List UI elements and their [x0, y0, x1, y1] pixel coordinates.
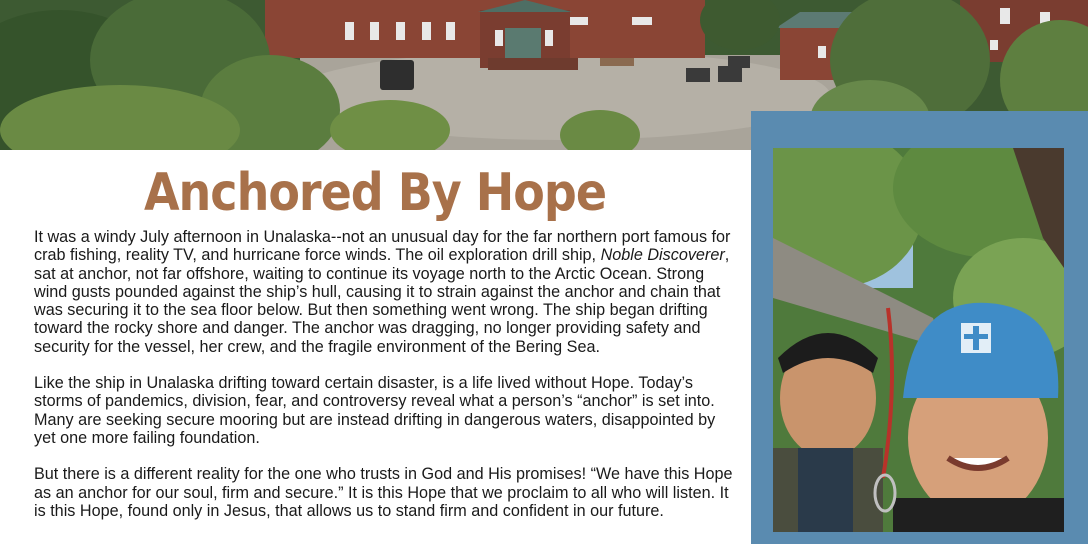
article-body: [34, 228, 734, 538]
paragraph-1: It was a windy July afternoon in Unalaska--not an unusual day for the far northern port famous for crab fishing, reality TV, and hurricane force winds. The oil exploration drill ship, Noble Discoverer, sat at anchor, not far offshore, waiting to continue its voyage north to the Arctic Ocean. Strong wind gusts pounded against the ship’s hull, causing it to strain against the anchor and chain that was securing it to the sea floor below. But then something went wrong. The ship began drifting toward the rocky shore and danger. The anchor was dragging, no longer providing safety and security for the vessel, her crew, and the fragile environment of the Bering Sea.: [34, 228, 731, 356]
paragraph-3: But there is a different reality for the one who trusts in God and His promises! “We have this Hope as an anchor for our soul, firm and secure.” It is this Hope that we proclaim to all who will listen. It is this Hope, found only in Jesus, that allows us to stand firm and confident in our future.: [34, 465, 733, 520]
article-title: Anchored By Hope: [143, 161, 607, 223]
ship-name: Noble Discoverer: [600, 246, 725, 265]
paragraph-2: Like the ship in Unalaska drifting toward certain disaster, is a life lived without Hope. Today’s storms of pandemics, division, fear, and controversy reveal what a person’s “anchor” is set into. Many are seeking secure mooring but are instead drifting in dangerous waters, disappointed by yet one more failing foundation.: [34, 374, 716, 447]
campers-selfie-photo: [773, 148, 1064, 532]
